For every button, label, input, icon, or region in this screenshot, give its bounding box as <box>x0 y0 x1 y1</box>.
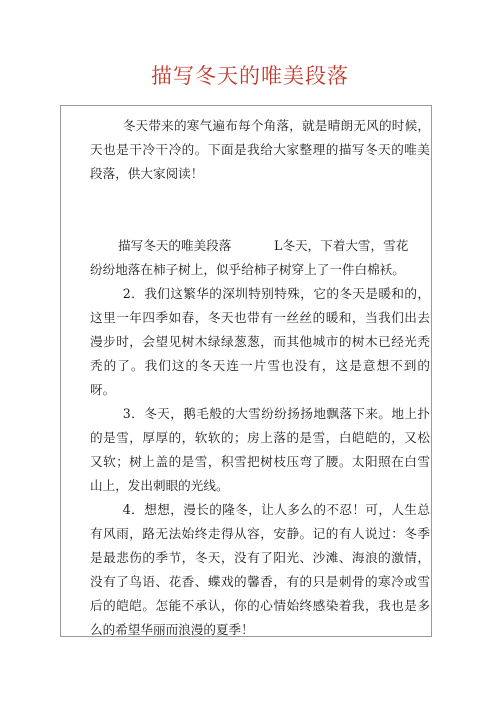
paragraph-1-lead: L冬天，下着大雪，雪花 <box>274 238 409 253</box>
paragraph-3: 3．冬天，鹅毛般的大雪纷纷扬扬地飘落下来。地上扑的是雪，厚厚的，软软的；房上落的是雪，白皑皑的，又松又软；树上盖的是雪，积雪把树枝压弯了腰。太阳照在白雪山上，发出刺眼的光线。 <box>90 406 430 493</box>
paragraph-1-rest: 纷纷地落在柿子树上，似乎给柿子树穿上了一件白棉袄。 <box>90 262 405 277</box>
page-title: 描写冬天的唯美段落 <box>151 64 349 88</box>
intro-paragraph: 冬天带来的寒气遍布每个角落，就是晴朗无风的时候，天也是干冷干冷的。下面是我给大家整理的描写冬天的唯美段落，供大家阅读！ <box>90 118 430 181</box>
paragraph-gap <box>90 186 430 210</box>
article-body <box>90 114 430 642</box>
paragraph-gap <box>90 210 430 234</box>
paragraph-2: 2．我们这繁华的深圳特别特殊，它的冬天是暖和的，这里一年四季如春，冬天也带有一丝丝的暖和，当我们出去漫步时，会望见树木绿绿葱葱，而其他城市的树木已经光秃秃的了。我们这的冬天连一片雪也没有，这是意想不到的呀。 <box>90 286 430 397</box>
paragraph-4: 4．想想，漫长的隆冬，让人多么的不忍！可，人生总有风雨，路无法始终走得从容，安静。记的有人说过：冬季是最悲伤的季节，冬天，没有了阳光、沙滩、海浪的激情，没有了鸟语、花香、蝶戏的馨香，有的只是刺骨的寒冷或雪后的皑皑。怎能不承认，你的心情始终感染着我，我也是多么的希望华丽而浪漫的夏季！ <box>90 502 430 637</box>
section-heading: 描写冬天的唯美段落 <box>118 238 232 253</box>
section-heading-line <box>90 234 430 258</box>
